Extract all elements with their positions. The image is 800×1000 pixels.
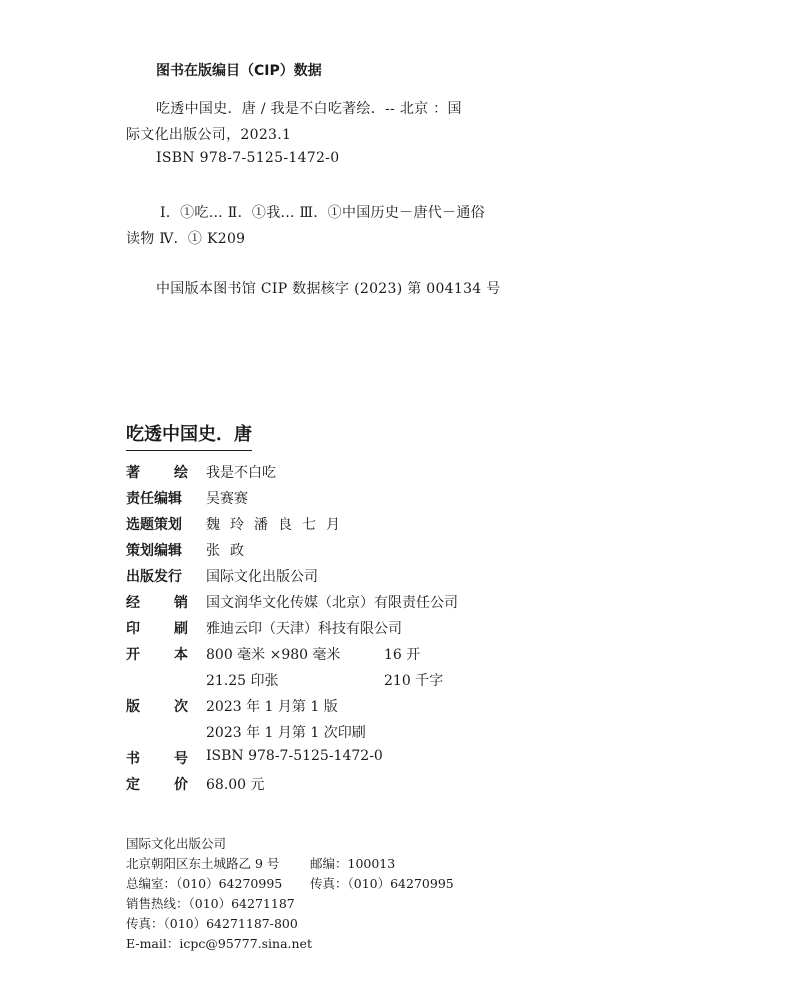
credit-label-char: 绘: [174, 465, 188, 481]
credit-value: 吴赛赛: [206, 491, 248, 507]
credit-value: 210 千字: [384, 673, 444, 689]
credit-value: ISBN 978-7-5125-1472-0: [206, 748, 383, 764]
credit-label-char: 定: [126, 777, 140, 793]
publisher-fax: 传真：（010）64270995: [310, 876, 454, 891]
book-title: 吃透中国史．唐: [126, 420, 252, 451]
credit-label: 出版发行: [126, 569, 182, 585]
credit-value: 我是不白吃: [206, 465, 276, 481]
credit-value: 国文润华文化传媒（北京）有限责任公司: [206, 595, 458, 611]
credit-value: 800 毫米 ×980 毫米: [206, 647, 341, 663]
credit-value: 国际文化出版公司: [206, 569, 318, 585]
publisher-address: 北京朝阳区东土城路乙 9 号: [126, 856, 280, 871]
cip-heading: 图书在版编目（CIP）数据: [156, 63, 322, 79]
cip-title-line-cont: 际文化出版公司，2023.1: [126, 127, 292, 143]
credit-label-char: 销: [174, 595, 188, 611]
credit-label: 策划编辑: [126, 543, 182, 559]
credit-value: 2023 年 1 月第 1 次印刷: [206, 725, 366, 741]
credit-label-char: 经: [126, 595, 140, 611]
credit-value: 16 开: [384, 647, 421, 663]
credit-value: 2023 年 1 月第 1 版: [206, 699, 338, 715]
publisher-postcode: 邮编：100013: [310, 856, 396, 871]
cip-isbn: ISBN 978-7-5125-1472-0: [156, 150, 340, 166]
credit-label-char: 版: [126, 699, 140, 715]
credit-value: 雅迪云印（天津）科技有限公司: [206, 621, 402, 637]
credit-label: 责任编辑: [126, 491, 182, 507]
credit-label-char: 开: [126, 647, 140, 663]
cip-number: 中国版本图书馆 CIP 数据核字 (2023) 第 004134 号: [156, 281, 501, 297]
credit-label-char: 刷: [174, 621, 188, 637]
credit-value: 张政: [206, 543, 254, 559]
credit-label: 选题策划: [126, 517, 182, 533]
credit-value: 21.25 印张: [206, 673, 279, 689]
credit-label-char: 价: [174, 777, 188, 793]
credit-label-char: 次: [174, 699, 188, 715]
credit-label-char: 著: [126, 465, 140, 481]
cip-classification-cont: 读物 Ⅳ．① K209: [126, 231, 246, 247]
publisher-sales-fax: 传真：（010）64271187-800: [126, 916, 298, 931]
credit-value: 魏玲潘良七月: [206, 517, 350, 533]
credit-label-char: 印: [126, 621, 140, 637]
publisher-sales-hotline: 销售热线：（010）64271187: [126, 896, 295, 911]
publisher-name: 国际文化出版公司: [126, 836, 227, 851]
publisher-email: E-mail：icpc@95777.sina.net: [126, 936, 312, 951]
credit-label-char: 本: [174, 647, 188, 663]
credit-value: 68.00 元: [206, 777, 265, 793]
cip-classification: Ⅰ．①吃… Ⅱ．①我… Ⅲ．①中国历史－唐代－通俗: [160, 205, 485, 221]
publisher-office-phone: 总编室：（010）64270995: [126, 876, 283, 891]
credit-label-char: 号: [174, 751, 188, 767]
cip-title-line: 吃透中国史．唐 / 我是不白吃著绘．-- 北京 ：国: [156, 101, 462, 117]
credit-label-char: 书: [126, 751, 140, 767]
